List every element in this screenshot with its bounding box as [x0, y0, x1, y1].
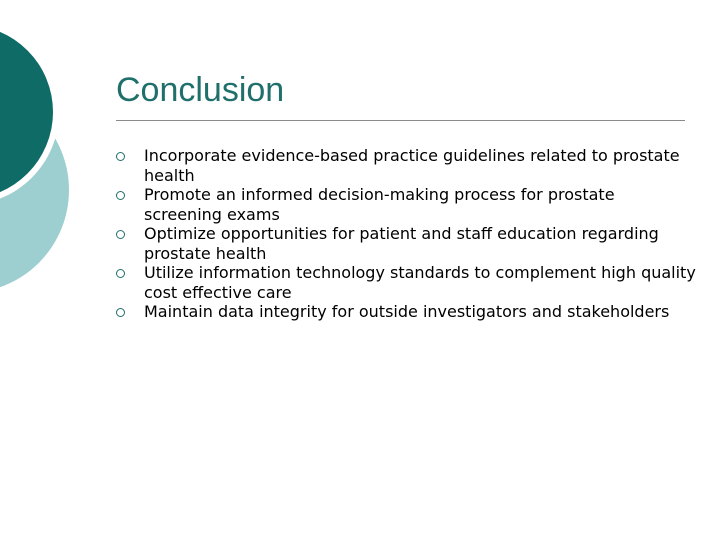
bullet-text: Maintain data integrity for outside investigators and stakeholders [144, 302, 670, 321]
hollow-circle-icon [116, 308, 125, 317]
list-item [116, 224, 696, 263]
list-item [116, 263, 696, 302]
list-item [116, 302, 696, 322]
hollow-circle-icon [116, 152, 125, 161]
bullet-text: Incorporate evidence-based practice guidelines related to prostate health [144, 146, 680, 185]
title-divider [116, 120, 685, 121]
list-item [116, 185, 696, 224]
bullet-text: Promote an informed decision-making process for prostate screening exams [144, 185, 615, 224]
hollow-circle-icon [116, 191, 125, 200]
hollow-circle-icon [116, 230, 125, 239]
bullet-text: Utilize information technology standards to complement high quality cost effective care [144, 263, 696, 302]
slide-title: Conclusion [116, 71, 285, 109]
hollow-circle-icon [116, 269, 125, 278]
bullet-list [116, 146, 696, 322]
list-item [116, 146, 696, 185]
bullet-text: Optimize opportunities for patient and staff education regarding prostate health [144, 224, 659, 263]
decorative-circles [0, 0, 120, 300]
